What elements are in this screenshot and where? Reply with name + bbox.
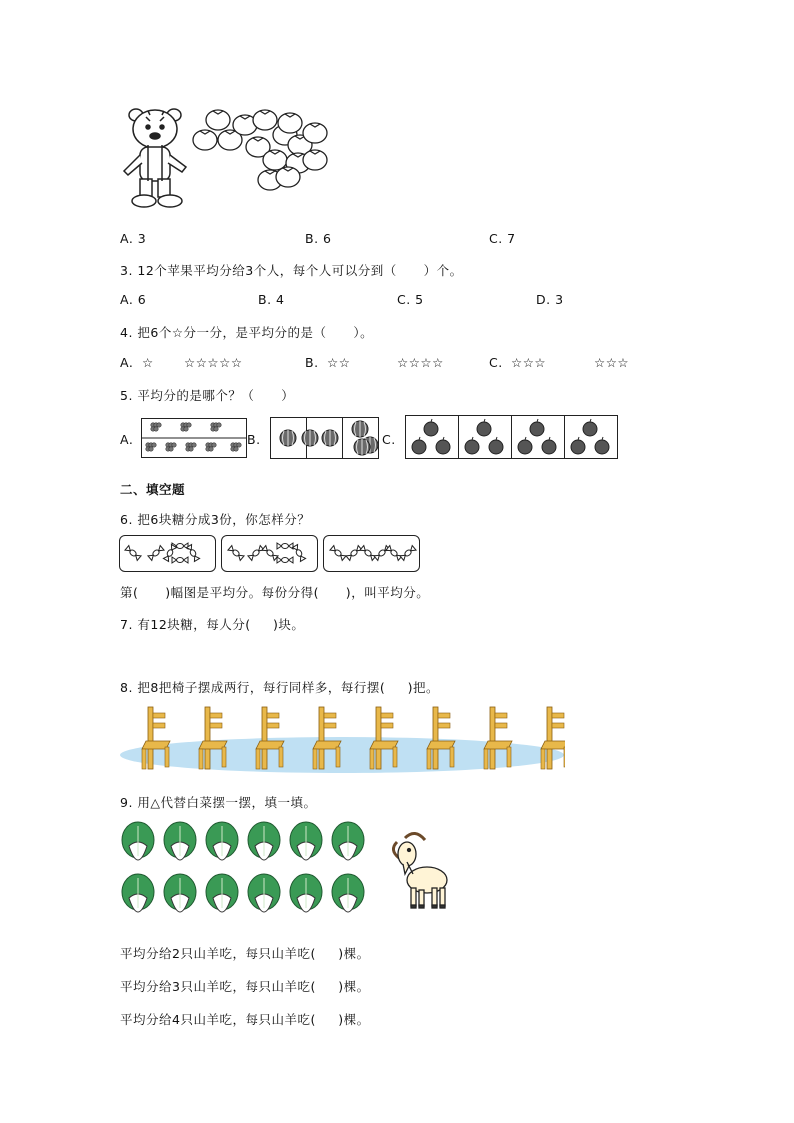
q5-option-a-grapes [141, 418, 247, 458]
q9-question: 9. 用△代替白菜摆一摆，填一填。 [120, 795, 317, 810]
cabbage [206, 822, 238, 860]
watermelon [352, 421, 368, 437]
cabbage [122, 874, 154, 912]
q5-option-c-apples [405, 415, 619, 459]
q3-option-c: C. 5 [397, 292, 424, 307]
q4-option-c-group2: ☆☆☆ [594, 355, 630, 370]
tomato [193, 130, 217, 150]
candy [228, 546, 244, 561]
cabbage [290, 822, 322, 860]
q4-option-b-label: B. [305, 355, 319, 370]
q5-option-b-watermelons [270, 417, 380, 459]
q5-question: 5. 平均分的是哪个？（ ） [120, 388, 295, 403]
candy [125, 546, 141, 561]
cabbage [164, 822, 196, 860]
tomato [276, 167, 300, 187]
tomato [303, 150, 327, 170]
cabbage [248, 874, 280, 912]
cabbage [122, 822, 154, 860]
section2-title: 二、填空题 [120, 482, 186, 497]
q6-candy-box-1 [119, 535, 216, 572]
candy [360, 546, 376, 561]
candy [248, 546, 264, 561]
q4-option-c-label: C. [489, 355, 503, 370]
q3-option-a: A. 6 [120, 292, 147, 307]
candy [292, 545, 305, 562]
q4-option-c-group1: ☆☆☆ [511, 355, 547, 370]
candy [330, 546, 346, 561]
cabbage [332, 822, 364, 860]
q8-chairs-illustration [120, 703, 565, 778]
candy [386, 546, 402, 561]
candy [346, 546, 362, 561]
q6-question: 6. 把6块糖分成3份，你怎样分？ [120, 512, 311, 527]
watermelon [280, 430, 296, 446]
q2-option-a: A. 3 [120, 231, 147, 246]
q9-line-1: 平均分给2只山羊吃，每只山羊吃( )棵。 [120, 946, 370, 961]
cabbage [248, 822, 280, 860]
tomato [278, 113, 302, 133]
q4-question: 4. 把6个☆分一分，是平均分的是（ ）。 [120, 325, 374, 340]
q2-option-c: C. 7 [489, 231, 516, 246]
goat-illustration [385, 830, 455, 910]
cabbage [164, 874, 196, 912]
q7-question: 7. 有12块糖，每人分( )块。 [120, 617, 305, 632]
tiger-illustration [118, 105, 198, 213]
watermelon [302, 430, 318, 446]
q4-option-b-group2: ☆☆☆☆ [397, 355, 444, 370]
watermelon [322, 430, 338, 446]
q8-question: 8. 把8把椅子摆成两行，每行同样多，每行摆( )把。 [120, 680, 439, 695]
q4-option-a-group2: ☆☆☆☆☆ [184, 355, 243, 370]
q5-option-b-label: B. [247, 432, 261, 447]
tomato [263, 150, 287, 170]
q9-line-3: 平均分给4只山羊吃，每只山羊吃( )棵。 [120, 1012, 370, 1027]
q6-candy-box-3 [323, 535, 420, 572]
candy [277, 543, 293, 549]
q4-option-b-group1: ☆☆ [327, 355, 351, 370]
q2-option-b: B. 6 [305, 231, 332, 246]
cabbage [332, 874, 364, 912]
candy [262, 546, 278, 561]
candy [172, 557, 188, 563]
q3-option-b: B. 4 [258, 292, 285, 307]
q5-option-a-label: A. [120, 432, 134, 447]
tomato [303, 123, 327, 143]
cabbage [290, 874, 322, 912]
tomato [206, 110, 230, 130]
candy [277, 557, 293, 563]
q6-candy-box-2 [221, 535, 318, 572]
q9-line-2: 平均分给3只山羊吃，每只山羊吃( )棵。 [120, 979, 370, 994]
cabbage [206, 874, 238, 912]
tomatoes-illustration [190, 105, 340, 200]
candy [148, 546, 164, 561]
q3-question: 3. 12个苹果平均分给3个人，每个人可以分到（ ）个。 [120, 263, 463, 278]
q4-option-a-group1: ☆ [142, 355, 154, 370]
q6-answer-line: 第( )幅图是平均分。每份分得( )，叫平均分。 [120, 585, 430, 600]
q4-option-a-label: A. [120, 355, 134, 370]
tomato [253, 110, 277, 130]
q9-cabbages-illustration [118, 820, 368, 925]
candy [400, 546, 416, 561]
q5-option-c-label: C. [382, 432, 396, 447]
q3-option-d: D. 3 [536, 292, 564, 307]
watermelon [354, 439, 370, 455]
